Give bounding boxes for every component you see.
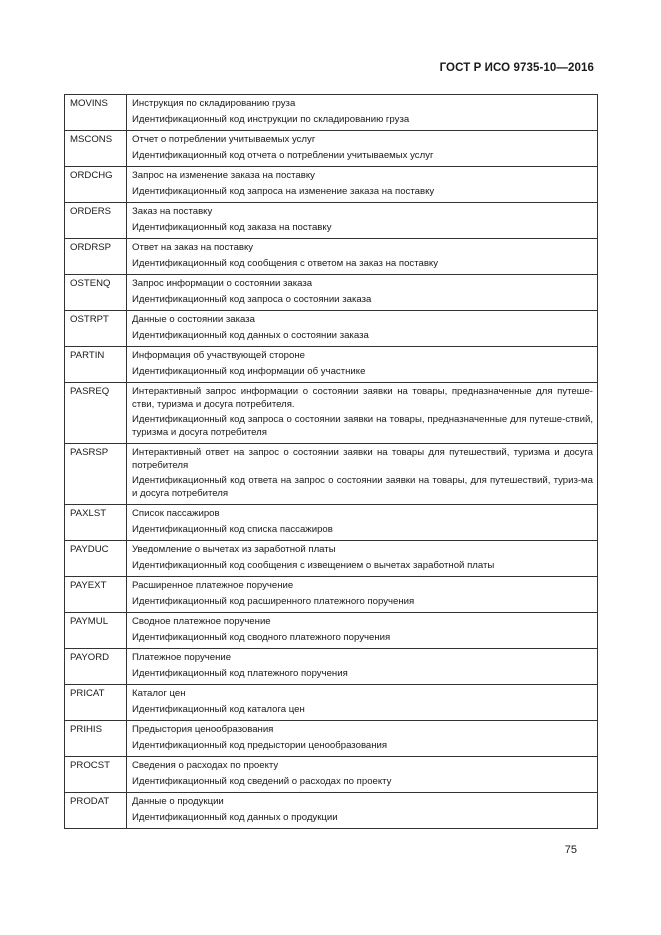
- message-codes-table: [64, 94, 598, 829]
- description-line: Идентификационный код запроса о состоянии заказа: [132, 293, 372, 305]
- message-code: PROCST: [65, 757, 127, 793]
- message-code: PAXLST: [65, 505, 127, 541]
- description-line: Запрос на изменение заказа на поставку: [132, 170, 315, 181]
- table-row: [65, 505, 598, 541]
- description-line: Каталог цен: [132, 688, 186, 699]
- message-code: PARTIN: [65, 347, 127, 383]
- description-line: Идентификационный код сводного платежного поручения: [132, 631, 391, 643]
- description-line: Список пассажиров: [132, 508, 220, 519]
- table-row: [65, 444, 598, 505]
- description-line: Информация об участвующей стороне: [132, 350, 305, 361]
- table-row: [65, 649, 598, 685]
- message-code: PAYORD: [65, 649, 127, 685]
- description-line: Идентификационный код данных о состоянии заказа: [132, 329, 369, 341]
- message-description: [127, 167, 598, 203]
- message-description: [127, 131, 598, 167]
- table-row: [65, 383, 598, 444]
- description-line: Данные о продукции: [132, 796, 224, 807]
- table-row: [65, 721, 598, 757]
- description-line: Идентификационный код ответа на запрос о состоянии заявки на товары, для путешествий, туриз-ма и досуга потребителя: [132, 475, 593, 499]
- table-row: [65, 577, 598, 613]
- message-code: PASRSP: [65, 444, 127, 505]
- description-line: Идентификационный код сведений о расходах по проекту: [132, 775, 392, 787]
- message-code: ORDCHG: [65, 167, 127, 203]
- description-line: Заказ на поставку: [132, 206, 213, 217]
- description-line: Идентификационный код данных о продукции: [132, 811, 338, 823]
- message-description: [127, 505, 598, 541]
- description-line: Идентификационный код каталога цен: [132, 703, 305, 715]
- description-line: Платежное поручение: [132, 652, 232, 663]
- table-row: [65, 239, 598, 275]
- description-line: Запрос информации о состоянии заказа: [132, 278, 313, 289]
- description-line: Идентификационный код заказа на поставку: [132, 221, 332, 233]
- table-row: [65, 203, 598, 239]
- description-line: Сводное платежное поручение: [132, 616, 271, 627]
- message-code: PASREQ: [65, 383, 127, 444]
- message-description: [127, 577, 598, 613]
- message-description: [127, 95, 598, 131]
- description-line: Интерактивный запрос информации о состоянии заявки на товары, предназначенные для путеше-стви, туризма и досуга потребителя.: [132, 386, 593, 410]
- message-description: [127, 311, 598, 347]
- table-row: [65, 541, 598, 577]
- message-description: [127, 203, 598, 239]
- table-row: [65, 95, 598, 131]
- message-code: PAYDUC: [65, 541, 127, 577]
- message-code: PRIHIS: [65, 721, 127, 757]
- message-description: [127, 541, 598, 577]
- description-line: Идентификационный код инструкции по складированию груза: [132, 113, 410, 125]
- description-line: Идентификационный код сообщения с ответом на заказ на поставку: [132, 257, 439, 269]
- message-description: [127, 793, 598, 829]
- message-description: [127, 383, 598, 444]
- message-code: PRICAT: [65, 685, 127, 721]
- description-line: Уведомление о вычетах из заработной платы: [132, 544, 336, 555]
- description-line: Идентификационный код расширенного платежного поручения: [132, 595, 415, 607]
- table-row: [65, 167, 598, 203]
- description-line: Идентификационный код отчета о потреблении учитываемых услуг: [132, 149, 434, 161]
- description-line: Идентификационный код запроса о состоянии заявки на товары, предназначенные для путеше-ствий, туризма и досуга потребителя: [132, 414, 593, 438]
- table-row: [65, 275, 598, 311]
- message-description: [127, 275, 598, 311]
- message-description: [127, 757, 598, 793]
- document-header: ГОСТ Р ИСО 9735-10—2016: [439, 62, 594, 74]
- message-description: [127, 613, 598, 649]
- message-code: OSTRPT: [65, 311, 127, 347]
- description-line: Идентификационный код списка пассажиров: [132, 523, 333, 535]
- table-row: [65, 613, 598, 649]
- table-row: [65, 685, 598, 721]
- table-row: [65, 793, 598, 829]
- table-row: [65, 311, 598, 347]
- description-line: Предыстория ценообразования: [132, 724, 274, 735]
- description-line: Ответ на заказ на поставку: [132, 242, 254, 253]
- message-description: [127, 347, 598, 383]
- table-row: [65, 757, 598, 793]
- message-description: [127, 649, 598, 685]
- message-description: [127, 444, 598, 505]
- table-row: [65, 347, 598, 383]
- description-line: Инструкция по складированию груза: [132, 98, 296, 109]
- message-code: PAYMUL: [65, 613, 127, 649]
- message-code: ORDERS: [65, 203, 127, 239]
- description-line: Идентификационный код запроса на изменение заказа на поставку: [132, 185, 435, 197]
- description-line: Интерактивный ответ на запрос о состоянии заявки на товары для путешествий, туризма и досуга потребителя: [132, 447, 593, 471]
- description-line: Сведения о расходах по проекту: [132, 760, 279, 771]
- description-line: Идентификационный код информации об участнике: [132, 365, 366, 377]
- message-code: PRODAT: [65, 793, 127, 829]
- message-description: [127, 685, 598, 721]
- message-code: PAYEXT: [65, 577, 127, 613]
- description-line: Отчет о потреблении учитываемых услуг: [132, 134, 316, 145]
- table-row: [65, 131, 598, 167]
- message-description: [127, 239, 598, 275]
- description-line: Идентификационный код сообщения с извещением о вычетах заработной платы: [132, 559, 495, 571]
- page-number: 75: [564, 844, 577, 856]
- description-line: Идентификационный код предыстории ценообразования: [132, 739, 388, 751]
- message-code: ORDRSP: [65, 239, 127, 275]
- description-line: Идентификационный код платежного поручения: [132, 667, 348, 679]
- message-code: MOVINS: [65, 95, 127, 131]
- message-description: [127, 721, 598, 757]
- message-code: MSCONS: [65, 131, 127, 167]
- description-line: Данные о состоянии заказа: [132, 314, 255, 325]
- message-code: OSTENQ: [65, 275, 127, 311]
- description-line: Расширенное платежное поручение: [132, 580, 294, 591]
